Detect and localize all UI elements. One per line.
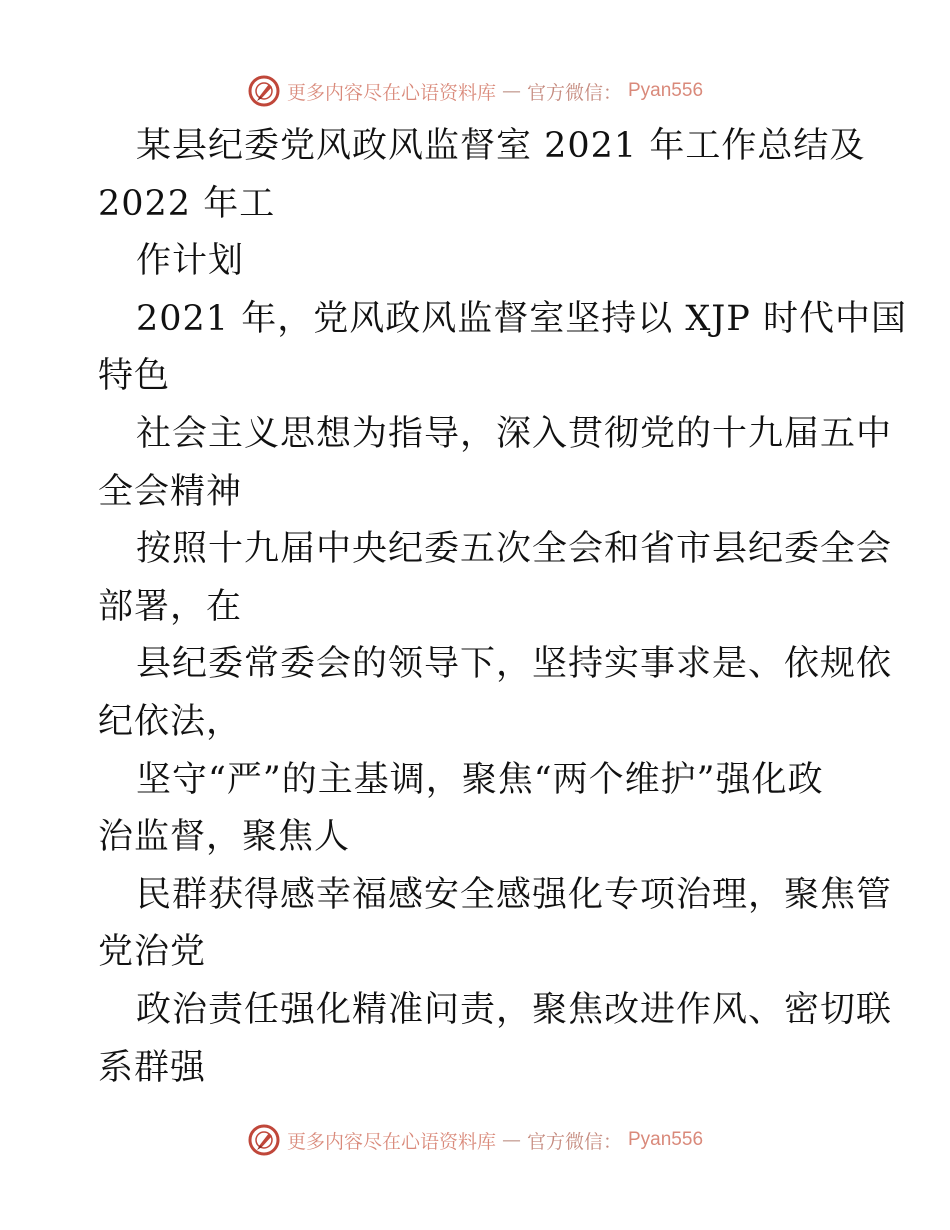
header-watermark xyxy=(0,71,950,111)
watermark-separator: — xyxy=(501,1129,521,1151)
text-line: 县纪委常委会的领导下，坚持实事求是、依规依 xyxy=(136,644,893,685)
text-line: 政治责任强化精准问责，聚焦改进作风、密切联 xyxy=(136,989,893,1030)
text-line: 2022 年工 xyxy=(98,183,276,224)
watermark-separator: — xyxy=(501,80,521,102)
text-line: 治监督，聚焦人 xyxy=(98,817,351,858)
text-line: 作计划 xyxy=(136,241,245,282)
watermark-text: 更多内容尽在心语资料库 xyxy=(286,1130,496,1153)
text-line: 全会精神 xyxy=(98,471,243,512)
text-line: 部署，在 xyxy=(98,586,243,627)
text-line: 系群强 xyxy=(98,1047,207,1088)
pen-nib-logo-icon xyxy=(247,74,281,108)
text-line: 社会主义思想为指导，深入贯彻党的十九届五中 xyxy=(136,413,893,454)
text-line: 按照十九届中央纪委五次全会和省市县纪委全会 xyxy=(136,529,893,570)
watermark-label: 官方微信： xyxy=(526,81,622,104)
text-line: 纪依法， xyxy=(98,701,243,742)
watermark-text: 更多内容尽在心语资料库 xyxy=(286,81,496,104)
text-line: 坚守“严”的主基调，聚焦“两个维护”强化政 xyxy=(136,759,824,800)
footer-watermark xyxy=(0,1120,950,1160)
text-line: 2021 年，党风政风监督室坚持以 XJP 时代中国 xyxy=(136,298,907,339)
document-body xyxy=(98,118,907,1097)
watermark-account: Pyan556 xyxy=(628,1129,704,1150)
text-line: 民群获得感幸福感安全感强化专项治理，聚焦管 xyxy=(136,874,893,915)
pen-nib-logo-icon xyxy=(247,1123,281,1157)
watermark-account: Pyan556 xyxy=(628,80,704,101)
text-line: 特色 xyxy=(98,356,171,397)
watermark-label: 官方微信： xyxy=(526,1130,622,1153)
text-line: 某县纪委党风政风监督室 2021 年工作总结及 xyxy=(136,126,866,166)
text-line: 党治党 xyxy=(98,932,207,973)
